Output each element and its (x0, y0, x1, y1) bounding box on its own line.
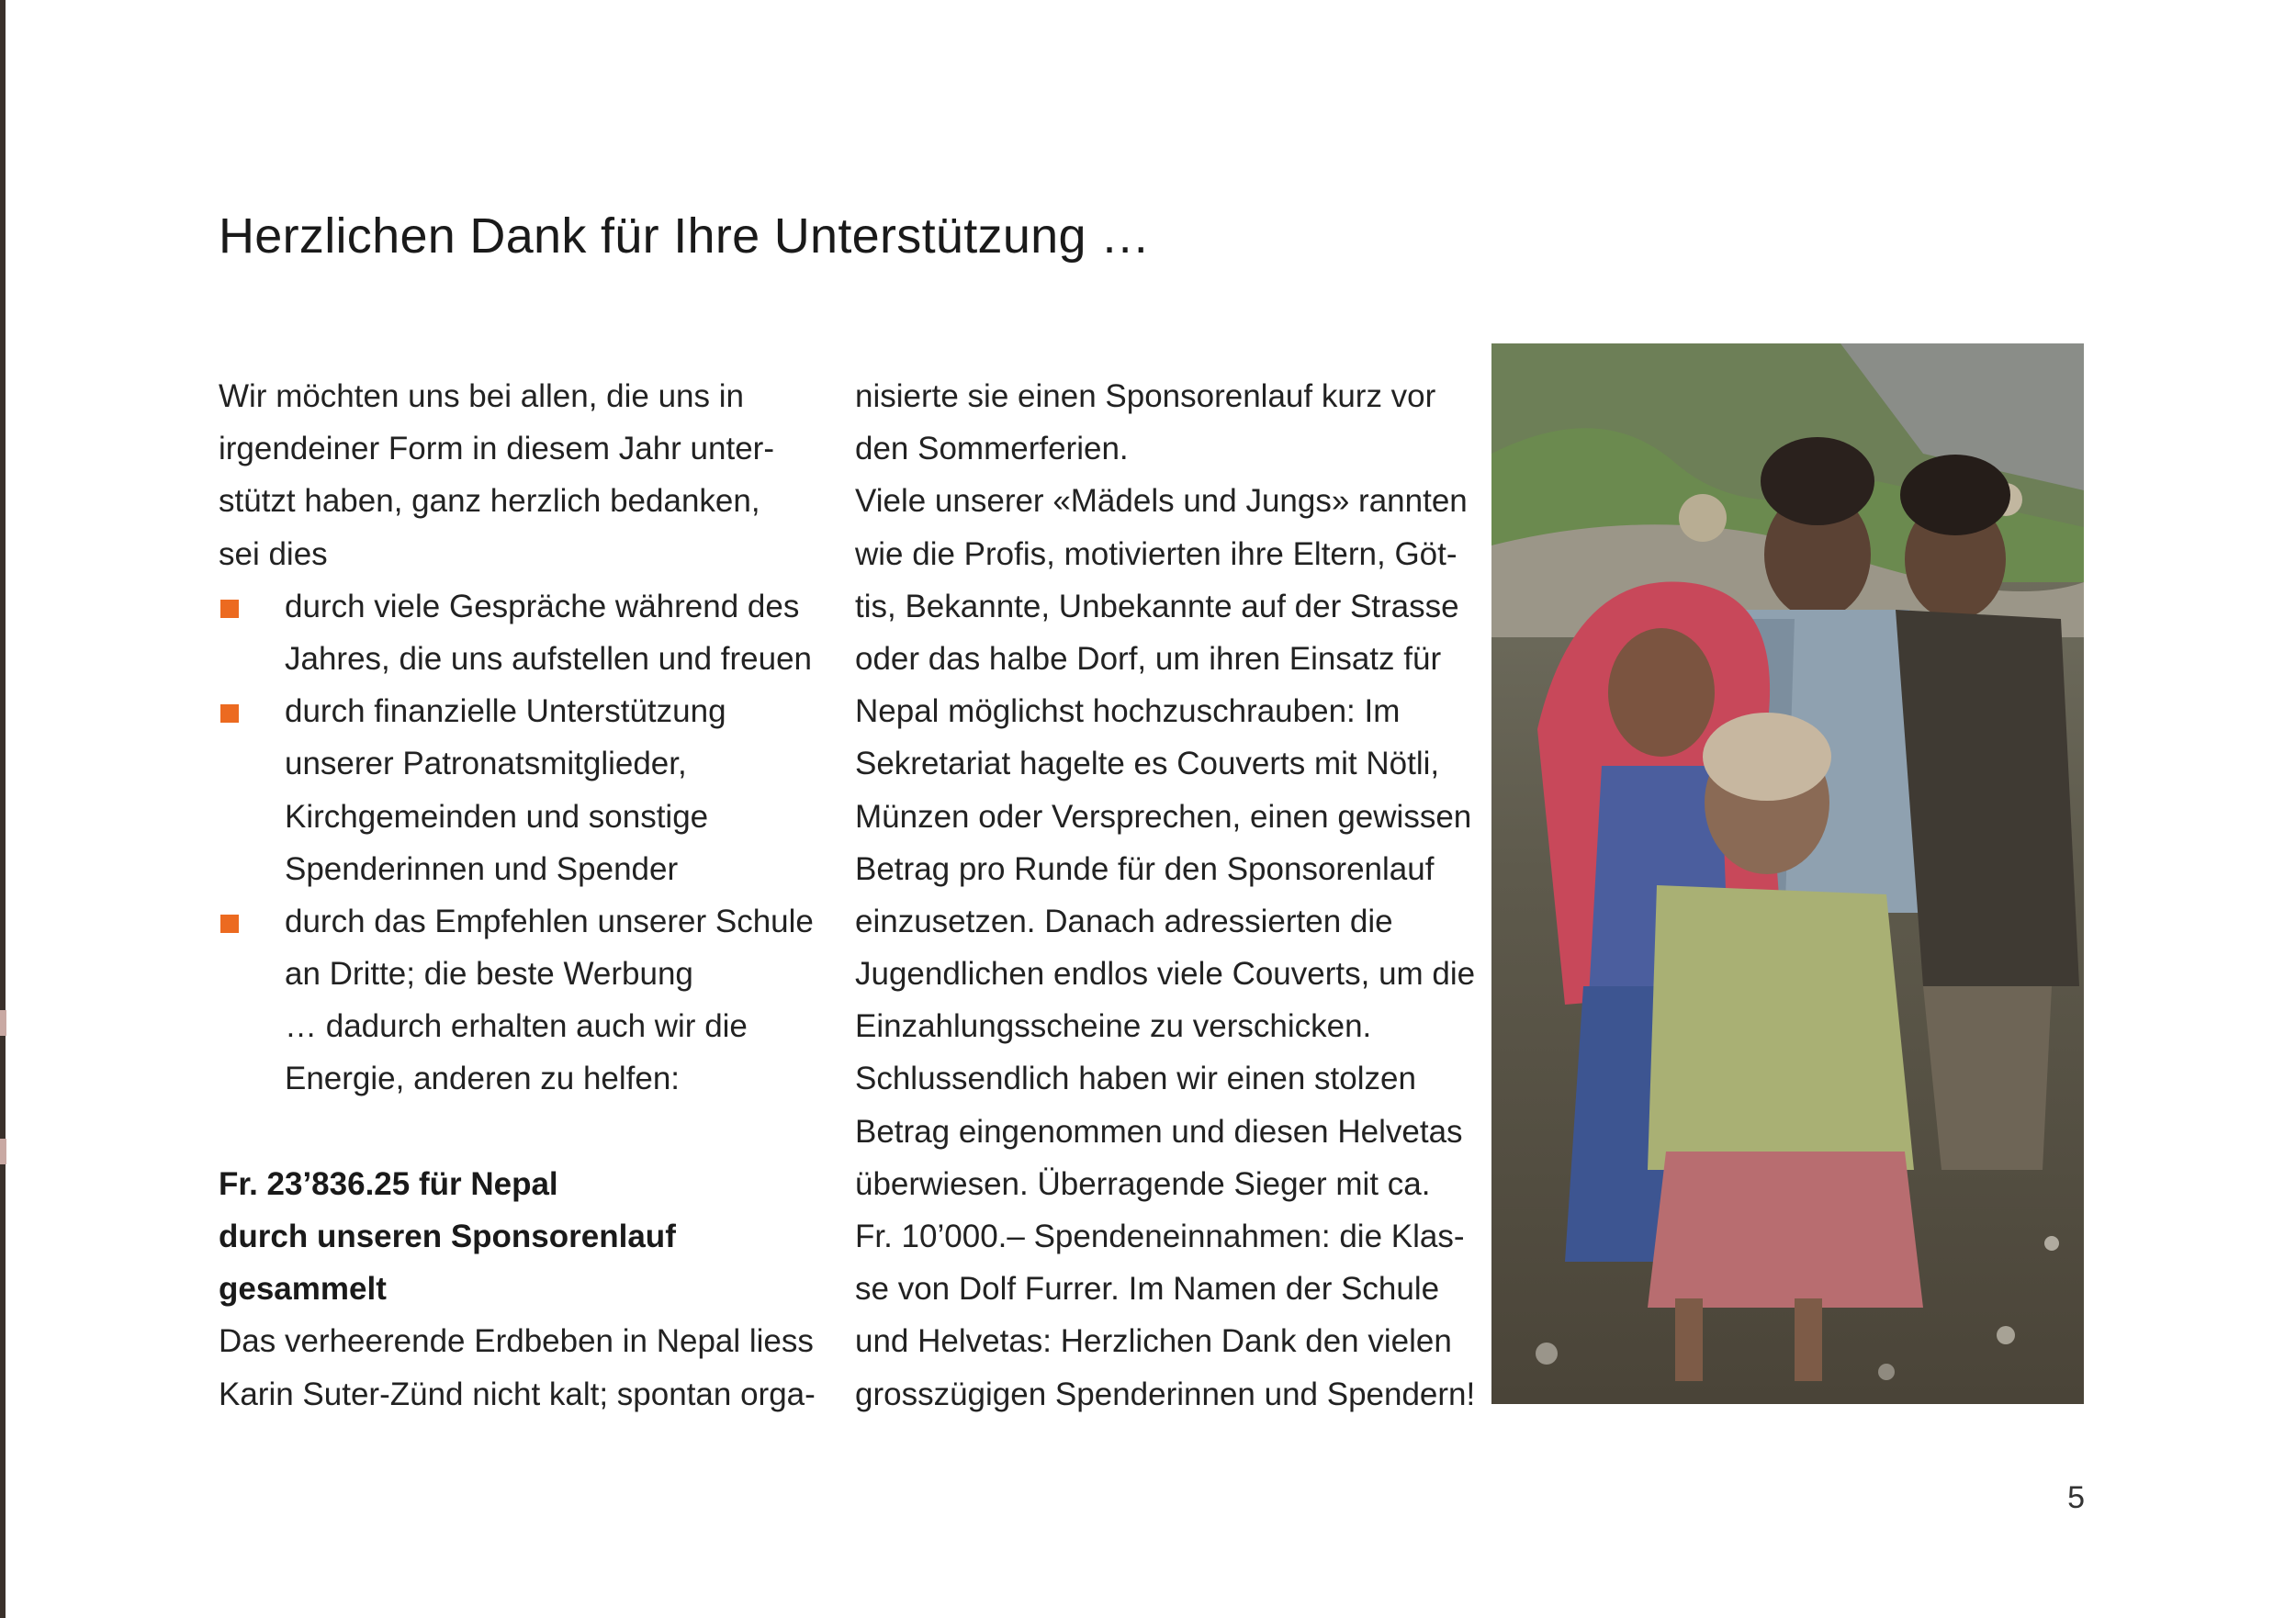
text-line: Energie, anderen zu helfen: (285, 1061, 681, 1097)
photo-illustration (1491, 343, 2084, 1404)
text-line: Münzen oder Versprechen, einen gewissen (855, 798, 1472, 835)
text-line: und Helvetas: Herzlichen Dank den vielen (855, 1323, 1452, 1360)
text-line: Das verheerende Erdbeben in Nepal liess (219, 1323, 814, 1360)
section-heading: gesammelt (219, 1271, 387, 1308)
list-item-text: durch finanzielle Unterstützung (285, 693, 726, 730)
middle-column (855, 370, 1480, 1421)
section-heading: durch unseren Sponsorenlauf (219, 1219, 676, 1254)
text-line: tis, Bekannte, Unbekannte auf der Strasse (855, 588, 1459, 624)
text-line: Fr. 10’000.– Spendeneinnahmen: die Klas- (855, 1219, 1465, 1254)
list-item-text: Jahres, die uns aufstellen und freuen (285, 640, 812, 677)
text-line: se von Dolf Furrer. Im Namen der Schule (855, 1271, 1440, 1308)
text-line: Sekretariat hagelte es Couverts mit Nötli, (855, 746, 1440, 782)
list-item (219, 685, 843, 737)
square-bullet-icon (220, 915, 239, 933)
text-line: einzusetzen. Danach adressierten die (855, 903, 1393, 939)
page-number: 5 (2067, 1480, 2085, 1515)
text-line: irgendeiner Form in diesem Jahr unter- (219, 431, 774, 467)
text-line: Betrag eingenommen und diesen Helvetas (855, 1113, 1463, 1150)
page-edge-mark (0, 1139, 6, 1164)
list-item-text: Kirchgemeinden und sonstige (285, 798, 709, 835)
text-line: nisierte sie einen Sponsorenlauf kurz vor (855, 378, 1436, 414)
page-edge (0, 0, 6, 1618)
square-bullet-icon (220, 704, 239, 723)
text-line: Nepal möglichst hochzuschrauben: Im (855, 693, 1401, 730)
children-photo (1491, 343, 2084, 1404)
text-line: Betrag pro Runde für den Sponsorenlauf (855, 850, 1435, 887)
section-heading: Fr. 23’836.25 für Nepal (219, 1165, 558, 1202)
text-line: wie die Profis, motivierten ihre Eltern, Göt- (855, 535, 1458, 572)
text-line: sei dies (219, 535, 328, 572)
text-line: Karin Suter-Zünd nicht kalt; spontan orga- (219, 1376, 816, 1412)
text-line: Schlussendlich haben wir einen stolzen (855, 1061, 1416, 1097)
page-edge-mark (0, 1010, 6, 1036)
text-line: … dadurch erhalten auch wir die (285, 1008, 748, 1045)
list-item-text: unserer Patronatsmitglieder, (285, 746, 687, 782)
left-column (219, 370, 843, 1421)
text-line: Einzahlungsscheine zu verschicken. (855, 1008, 1372, 1045)
text-line: Jugendlichen endlos viele Couverts, um die (855, 956, 1476, 993)
list-item-text: durch viele Gespräche während des (285, 588, 800, 624)
list-item (219, 895, 843, 948)
spacer (219, 1106, 843, 1158)
list-item-text: durch das Empfehlen unserer Schule (285, 903, 814, 939)
text-line: Wir möchten uns bei allen, die uns in (219, 378, 744, 414)
page-title: Herzlichen Dank für Ihre Unterstützung … (219, 208, 1151, 264)
list-item-text: Spenderinnen und Spender (285, 850, 679, 887)
text-line: oder das halbe Dorf, um ihren Einsatz für (855, 640, 1442, 677)
list-item (219, 580, 843, 633)
text-line: Viele unserer «Mädels und Jungs» rannten (855, 483, 1468, 520)
text-line: überwiesen. Überragende Sieger mit ca. (855, 1165, 1431, 1202)
text-line: grosszügigen Spenderinnen und Spendern! (855, 1376, 1476, 1412)
list-item-text: an Dritte; die beste Werbung (285, 956, 693, 993)
square-bullet-icon (220, 600, 239, 618)
text-line: den Sommerferien. (855, 431, 1129, 467)
text-line: stützt haben, ganz herzlich bedanken, (219, 483, 760, 520)
